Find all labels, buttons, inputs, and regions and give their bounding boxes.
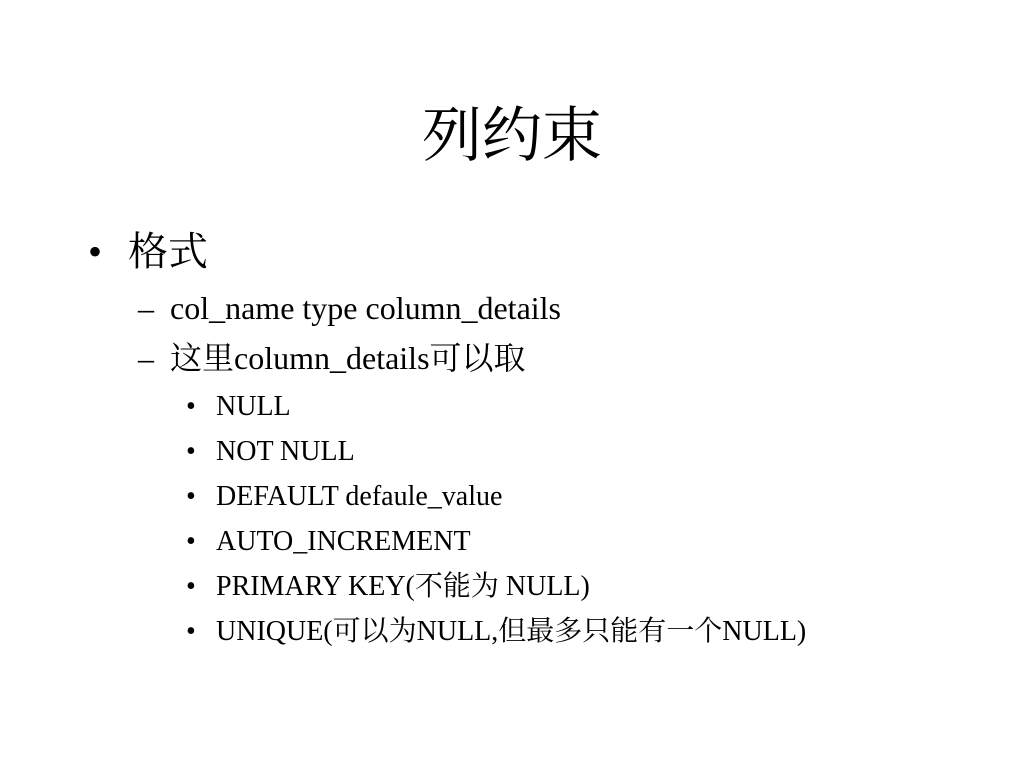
option-text: NOT NULL [216, 436, 355, 467]
bullet-marker: • [186, 526, 196, 557]
bullet-marker: • [186, 481, 196, 512]
slide-title: 列约束 [422, 103, 602, 169]
sub-item-options-intro-text: 这里column_details可以取 [170, 340, 526, 376]
bullet-marker: • [186, 391, 196, 422]
bullet-marker: • [186, 571, 196, 602]
option-text: AUTO_INCREMENT [216, 526, 471, 557]
dash-marker: – [138, 340, 154, 376]
option-text: UNIQUE(可以为NULL,但最多只能有一个NULL) [216, 616, 807, 647]
bullet-label-format: 格式 [128, 229, 208, 274]
dash-marker: – [138, 290, 154, 326]
bullet-marker: • [186, 616, 196, 647]
option-text: PRIMARY KEY(不能为 NULL) [216, 571, 590, 602]
sub-item-syntax-text: col_name type column_details [170, 290, 561, 326]
bullet-marker: • [88, 229, 103, 274]
option-text: DEFAULT defaule_value [216, 481, 503, 512]
bullet-marker: • [186, 436, 196, 467]
option-text: NULL [216, 391, 291, 422]
